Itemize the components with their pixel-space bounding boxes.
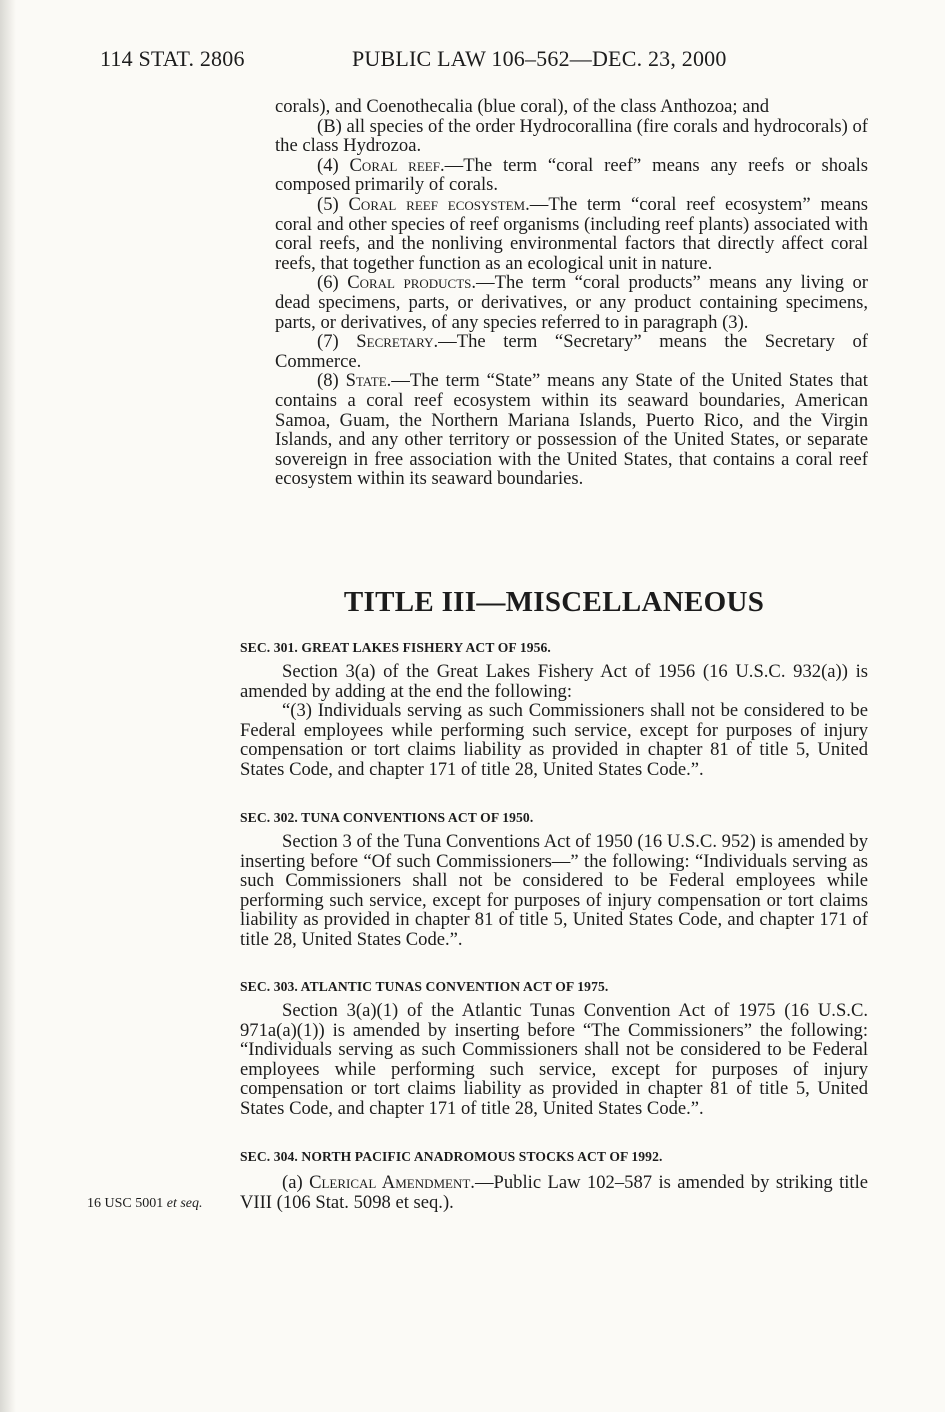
definition-coral-reef-ecosystem: (5) Coral reef ecosystem.—The term “coral reef ecosystem” means coral and other species of reef organisms (including reef plants) associated with coral reefs, and the nonliving environmental factors that directly affect coral reefs, that together function as an ecological unit in nature.: [275, 193, 868, 274]
section-302-para: Section 3 of the Tuna Conventions Act of 1950 (16 U.S.C. 952) is amended by inserting before “Of such Commissioners—” the following: “Individuals serving as such Commissioners shall not be considered to be Federal employees while performing such service, except for purposes of injury compensation or tort claims liability as provided in chapter 81 of title 5, United States Code, and chapter 171 of title 28, United States Code.”.: [240, 831, 868, 950]
definition-secretary: (7) Secretary.—The term “Secretary” means the Secretary of Commerce.: [275, 331, 868, 372]
section-302-heading: SEC. 302. TUNA CONVENTIONS ACT OF 1950.: [240, 810, 534, 825]
stat-citation: 114 STAT. 2806: [100, 46, 245, 71]
definition-coral-reef: (4) Coral reef.—The term “coral reef” means any reefs or shoals composed primarily of corals.: [275, 154, 868, 196]
section-304-body: [240, 1173, 868, 1212]
section-302-body: [240, 832, 868, 950]
section-301-para: Section 3(a) of the Great Lakes Fishery Act of 1956 (16 U.S.C. 932(a)) is amended by adding at the end the following:: [240, 661, 868, 702]
section-304-heading: SEC. 304. NORTH PACIFIC ANADROMOUS STOCKS ACT OF 1992.: [240, 1149, 663, 1164]
section-303-heading: SEC. 303. ATLANTIC TUNAS CONVENTION ACT OF 1975.: [240, 979, 609, 994]
section-301-heading: SEC. 301. GREAT LAKES FISHERY ACT OF 1956.: [240, 640, 551, 655]
section-303-para: Section 3(a)(1) of the Atlantic Tunas Convention Act of 1975 (16 U.S.C. 971a(a)(1)) is amended by inserting before “The Commissioners” the following: “Individuals serving as such Commissioners shall not be considered to be Federal employees while performing such service, except for purposes of injury compensation or tort claims liability as provided in chapter 81 of title 5, United States Code, and chapter 171 of title 28, United States Code.”.: [240, 1000, 868, 1119]
definition-b: (B) all species of the order Hydrocorallina (fire corals and hydrocorals) of the class Hydrozoa.: [275, 115, 868, 157]
section-301-body: [240, 662, 868, 780]
section-303-body: [240, 1001, 868, 1119]
definition-continuation: corals), and Coenothecalia (blue coral), of the class Anthozoa; and: [275, 96, 770, 117]
public-law-header: PUBLIC LAW 106–562—DEC. 23, 2000: [352, 46, 727, 71]
section-304-para: (a) Clerical Amendment.—Public Law 102–587 is amended by striking title VIII (106 Stat. 5098 et seq.).: [240, 1172, 869, 1213]
definition-state: (8) State.—The term “State” means any State of the United States that contains a coral reef ecosystem within its seaward boundaries, American Samoa, Guam, the Northern Mariana Islands, Puerto Rico, and the Virgin Islands, and any other territory or possession of the United States, or separate sovereign in free association with the United States, that contains a coral reef ecosystem within its seaward boundaries.: [275, 370, 868, 490]
definition-coral-products: (6) Coral products.—The term “coral products” means any living or dead specimens, parts, or derivatives, or any product containing specimens, parts, or derivatives, of any species referred to in paragraph (3).: [275, 272, 868, 333]
definitions-block: [275, 97, 868, 489]
page-edge-shadow: [0, 0, 16, 1412]
title-heading: TITLE III—MISCELLANEOUS: [343, 586, 765, 618]
section-301-quote: “(3) Individuals serving as such Commissioners shall not be considered to be Federal employees while performing such service, except for purposes of injury compensation or tort claims liability as provided in chapter 81 of title 5, United States Code, and chapter 171 of title 28, United States Code.”.: [240, 700, 868, 780]
margin-citation: 16 USC 5001 et seq.: [87, 1196, 203, 1211]
